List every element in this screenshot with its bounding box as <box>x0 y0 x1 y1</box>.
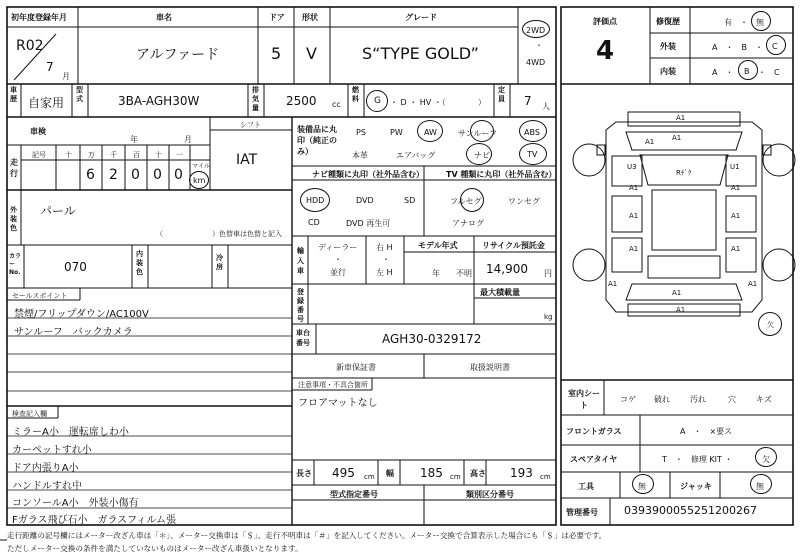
seat-burn: コゲ <box>620 395 636 404</box>
digit-header-4: 百 <box>133 151 140 159</box>
width-value: 185 <box>420 466 443 480</box>
missing-mark: 欠 <box>767 321 774 329</box>
drive-2wd: 2WD <box>526 26 546 35</box>
tv-oneseg: ワンセグ <box>508 197 540 206</box>
footer-line-1: 走行距離の記号欄にはメーター改ざん車は「＊」、メーター交換車は「＄」、走行不明車は「＃」を記入してください。メーター交換で合算表示した場合にも「＄」は必要です。 <box>7 531 607 540</box>
capacity-unit: 人 <box>542 102 550 111</box>
equip-navi-circle <box>466 143 492 165</box>
repair-none: 無 <box>756 18 764 27</box>
equipment-label: 装備品に丸印（純正のみ） <box>297 125 337 156</box>
mileage-digit-1: 6 <box>86 167 95 183</box>
mgmt-value: 0393900055251200267 <box>624 504 757 517</box>
tv-analog: アナログ <box>452 219 484 228</box>
equip-aw: AW <box>424 128 437 137</box>
footer-line-2: ただしメーター交換の条件を満たしていないものはメーター改ざん車扱いとなります。 <box>7 544 303 553</box>
missing-mark-circle <box>758 312 782 336</box>
equip-sunroof: サンルーフ <box>458 129 497 138</box>
equip-navi: ナビ <box>474 151 490 160</box>
navi-hdd-circle <box>300 188 330 212</box>
interior-color-label: 内装色 <box>136 250 143 276</box>
month-unit: 月 <box>62 72 70 81</box>
spare-missing-circle <box>755 447 777 467</box>
digit-header-6: 一 <box>176 151 183 159</box>
width-label: 幅 <box>386 469 394 478</box>
km-label: km <box>193 176 206 185</box>
glass-value: A ・ ×要ス <box>680 427 733 436</box>
car-name: アルファード <box>136 47 220 63</box>
model-label: 型式 <box>76 86 83 103</box>
capacity: 7 <box>524 94 532 108</box>
score-value: 4 <box>596 36 615 66</box>
first-reg-label: 初年度登録年月 <box>11 13 67 22</box>
color-label: 外装色 <box>10 206 17 232</box>
equip-ps: PS <box>356 128 366 137</box>
max-load-label: 最大積載量 <box>480 288 520 297</box>
usage: 自家用 <box>28 96 65 110</box>
notes-text: フロアマットなし <box>298 398 378 409</box>
inspector-line-5: コンソールA小 外装小傷有 <box>12 498 139 509</box>
repair-none-circle <box>751 11 771 31</box>
exterior-c: C <box>772 42 778 51</box>
displacement: 2500 <box>286 94 317 108</box>
shift: IAT <box>236 152 258 168</box>
interior-a: A ・ <box>712 68 734 77</box>
interior-b: B <box>744 67 750 76</box>
recycle-label: リサイクル預託金 <box>482 241 545 250</box>
reg-no-label: 登録番号 <box>297 288 304 323</box>
equip-abs-circle <box>519 120 547 142</box>
width-unit: cm <box>450 473 461 481</box>
exterior-ab: A ・ B ・ <box>712 43 763 52</box>
mark-front-bumper: A1 <box>676 114 686 122</box>
fuel-label: 燃料 <box>352 86 359 103</box>
right-hand: 右 H <box>376 243 393 252</box>
navi-hdd: HDD <box>306 196 325 205</box>
equip-tv: TV <box>527 150 538 159</box>
mgmt-label: 管理番号 <box>566 508 598 517</box>
mileage-digit-4: 0 <box>153 167 162 183</box>
shaken-month-label: 月 <box>184 135 192 144</box>
equip-aw-circle <box>417 120 443 142</box>
new-car-warranty: 新車保証書 <box>336 363 376 372</box>
shaken-year-label: 年 <box>130 135 138 144</box>
equip-pw: PW <box>390 128 403 137</box>
digit-header-2: 万 <box>88 151 95 159</box>
interior-label: 内装 <box>660 67 676 76</box>
shaken-label: 車検 <box>30 127 46 136</box>
seat-label: 室内シート <box>568 389 600 410</box>
equip-airbag: エアバッグ <box>396 151 436 160</box>
mark-right-rear-quarter: A1 <box>731 245 741 253</box>
tools-value-circle <box>632 474 654 494</box>
spare-label: スペアタイヤ <box>570 455 618 464</box>
repair-options: 有 ・ <box>724 18 748 27</box>
usage-label: 車歴 <box>10 86 17 103</box>
spare-missing: 欠 <box>762 455 770 464</box>
digit-header-5: 十 <box>155 151 162 159</box>
navi-header: ナビ種類に丸印（社外品含む） <box>312 170 424 179</box>
fuel-g: G <box>374 96 381 106</box>
drive-dot: ・ <box>535 41 543 50</box>
mileage-label: 走行 <box>10 158 18 178</box>
displacement-label: 排気量 <box>252 86 259 112</box>
mark-left-rear-quarter: A1 <box>629 245 639 253</box>
chassis-value: AGH30-0329172 <box>382 332 482 346</box>
hand-dot: ・ <box>382 255 390 264</box>
color-value: パール <box>40 204 76 218</box>
inspector-line-1: ミラーA小 運転席しわ小 <box>12 427 129 438</box>
color-no: 070 <box>64 260 87 274</box>
mark-back-door: A1 <box>672 289 682 297</box>
model-year-label: モデル年式 <box>418 241 458 250</box>
mark-u1: U1 <box>730 163 740 171</box>
score-label: 評価点 <box>593 17 617 26</box>
tv-fullseg-circle <box>460 188 484 212</box>
navi-dvd: DVD <box>356 196 374 205</box>
equip-abs: ABS <box>524 128 540 137</box>
ac-label: 冷房 <box>216 254 223 271</box>
model: 3BA-AGH30W <box>118 94 200 108</box>
mileage-digit-3: 0 <box>131 167 140 183</box>
equip-tv-circle <box>519 143 547 165</box>
color-note: （ ）色替車は色替と記入 <box>156 230 282 238</box>
import-dealer: ディーラー <box>318 243 358 252</box>
jack-value: 無 <box>756 482 764 491</box>
mark-right-rear-wheel: A1 <box>748 280 758 288</box>
mileage-digit-5: 0 <box>174 167 183 183</box>
shape: V <box>306 44 317 63</box>
first-reg-era: R02 <box>16 38 44 54</box>
capacity-label: 定員 <box>498 86 505 103</box>
height-label: 高さ <box>470 469 486 478</box>
selling-line-1: 禁煙/フリップダウン/AC100V <box>14 309 149 320</box>
seat-scratch: キズ <box>756 395 772 404</box>
mileage-digit-2: 2 <box>109 167 118 183</box>
seat-tear: 破れ <box>654 395 670 404</box>
fuel-g-circle <box>366 90 388 112</box>
jack-label: ジャッキ <box>680 482 712 491</box>
displacement-unit: cc <box>332 100 341 109</box>
shape-label: 形状 <box>302 13 318 22</box>
navi-sd: SD <box>404 196 416 205</box>
kg-unit: kg <box>544 313 553 321</box>
mile-label: マイル <box>192 163 210 170</box>
jack-value-circle <box>750 474 772 494</box>
grade-label: グレード <box>405 13 437 22</box>
mark-left-rear-door: A1 <box>629 212 639 220</box>
owners-manual: 取扱説明書 <box>470 363 510 372</box>
length-label: 長さ <box>296 469 312 478</box>
mark-u3: U3 <box>627 163 637 171</box>
door-label: ドア <box>269 13 285 22</box>
inspector-line-6: Fガラス飛び石小 ガラスフィルム張 <box>12 515 176 526</box>
exterior-c-circle <box>766 35 786 55</box>
car-name-label: 車名 <box>156 13 172 22</box>
grade: S“TYPE GOLD” <box>362 44 479 63</box>
tools-label: 工具 <box>578 482 594 491</box>
glass-label: フロントガラス <box>566 427 622 436</box>
model-year-year: 年 <box>432 269 440 278</box>
kigo-label: 記号 <box>32 151 46 159</box>
mark-left-front-door: A1 <box>629 184 639 192</box>
inspector-line-2: カーペットすれ小 <box>12 445 92 456</box>
selling-label: セールスポイント <box>12 292 68 300</box>
import-dot: ・ <box>334 255 342 264</box>
chassis-label: 車台番号 <box>296 329 310 347</box>
import-parallel: 並行 <box>330 268 346 277</box>
first-reg-month: 7 <box>46 60 54 74</box>
mark-right-rear-door: A1 <box>731 212 741 220</box>
recycle-unit: 円 <box>544 269 552 278</box>
navi-dvd-play: DVD 再生可 <box>346 219 391 228</box>
spare-value: T ・ 修理 KIT ・ <box>662 455 733 464</box>
height-unit: cm <box>540 473 551 481</box>
repair-label: 修復歴 <box>656 17 680 26</box>
drive-4wd: 4WD <box>526 58 546 67</box>
recycle-value: 14,900 <box>486 262 528 276</box>
doors: 5 <box>271 44 282 63</box>
mark-front-left: A1 <box>645 138 655 146</box>
tv-fullseg: フルセグ <box>450 197 482 206</box>
inspector-label: 検査記入欄 <box>12 410 47 418</box>
length-unit: cm <box>364 473 375 481</box>
interior-c: ・ C <box>758 68 780 77</box>
equip-leather: 本革 <box>352 151 368 160</box>
digit-header-3: 千 <box>110 151 117 159</box>
seat-hole: 穴 <box>728 395 736 404</box>
selling-line-2: サンルーフ バックカメラ <box>14 327 133 338</box>
mark-rear-bumper: A1 <box>676 306 686 314</box>
type-designation-label: 型式指定番号 <box>330 490 378 499</box>
mark-hood-front: A1 <box>672 134 682 142</box>
drive-2wd-circle <box>522 20 550 38</box>
tools-value: 無 <box>638 482 646 491</box>
interior-b-circle <box>738 60 758 80</box>
mark-roof: Rﾁﾞｸ <box>676 169 692 177</box>
seat-dirt: 汚れ <box>690 395 706 404</box>
km-circle <box>189 171 209 189</box>
shift-label: シフト <box>240 121 261 129</box>
tv-header: TV 種類に丸印（社外品含む） <box>446 170 557 179</box>
mark-right-front-door: A1 <box>731 184 741 192</box>
left-hand: 左 H <box>376 268 393 277</box>
classification-label: 類別区分番号 <box>466 490 514 499</box>
exterior-label: 外装 <box>660 42 676 51</box>
inspector-line-3: ドア内張りA小 <box>12 463 79 474</box>
color-no-label: カラーNo. <box>9 253 22 276</box>
mark-left-rear-wheel: A1 <box>608 280 618 288</box>
height-value: 193 <box>510 466 533 480</box>
equip-sunroof-circle <box>470 120 494 142</box>
navi-cd: CD <box>308 218 320 227</box>
digit-header-1: 十 <box>65 151 72 159</box>
length-value: 495 <box>332 466 355 480</box>
model-year-value: 不明 <box>456 269 472 278</box>
notes-label: 注意事項・不具合箇所 <box>298 381 368 389</box>
import-label: 輸入車 <box>297 247 304 275</box>
inspector-line-4: ハンドルすれ中 <box>12 481 82 492</box>
fuel-rest: ・ D ・ HV ・（ ） <box>390 98 486 107</box>
